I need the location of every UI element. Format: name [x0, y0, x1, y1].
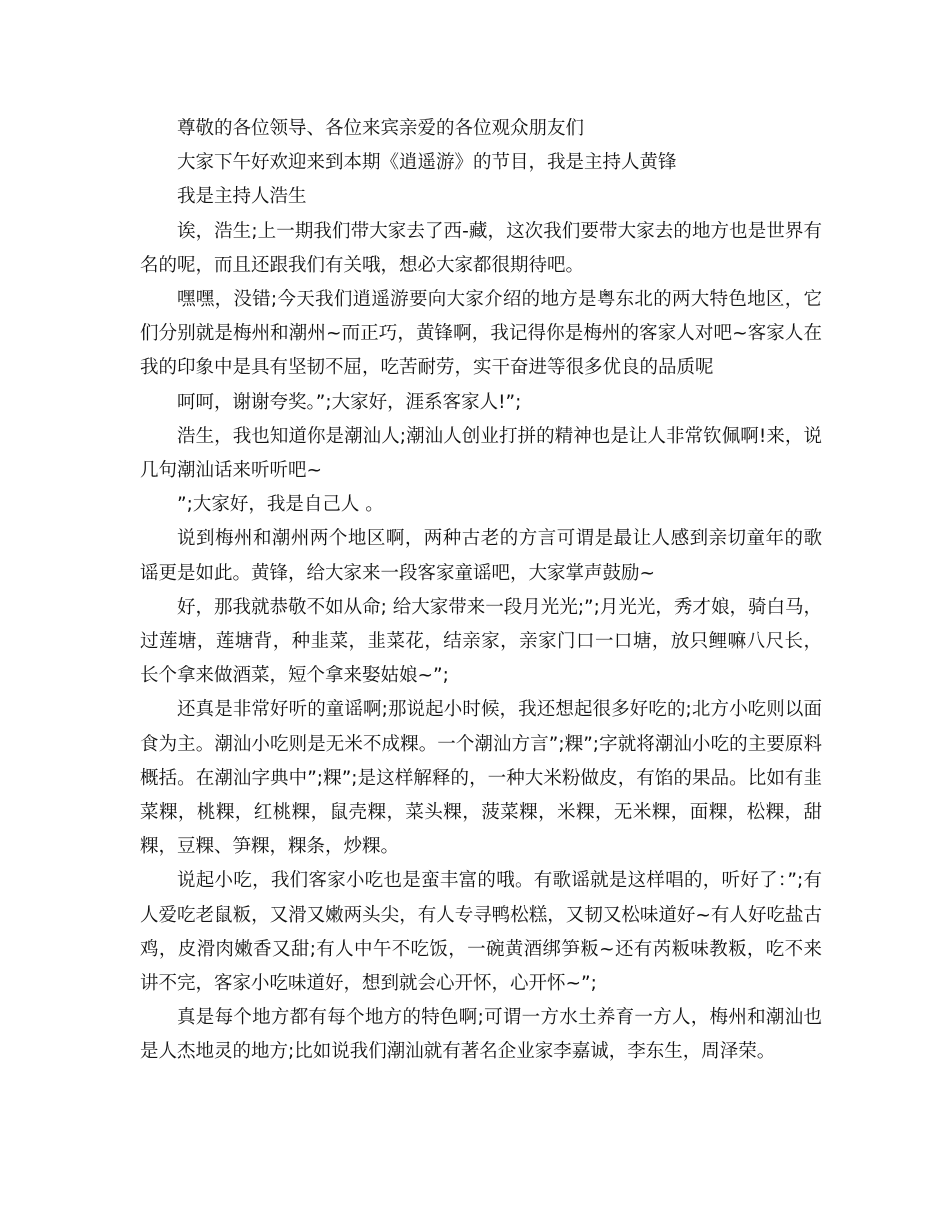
document-body	[140, 112, 822, 1070]
paragraph-local-figures: 真是每个地方都有每个地方的特色啊;可谓一方水土养育一方人，梅州和潮汕也是人杰地灵的地方;比如说我们潮汕就有著名企业家李嘉诚，李东生，周泽荣。	[140, 1007, 822, 1063]
paragraph-teochew-snacks: 还真是非常好听的童谣啊;那说起小时候，我还想起很多好吃的;北方小吃则以面食为主。潮汕小吃则是无米不成粿。一个潮汕方言”;粿”;字就将潮汕小吃的主要原料概括。在潮汕字典中”;粿”;是这样解释的，一种大米粉做皮，有馅的果品。比如有韭菜粿，桃粿，红桃粿，鼠壳粿，菜头粿，菠菜粿，米粿，无米粿，面粿，松粿，甜粿，豆粿、笋粿，粿条，炒粿。	[140, 699, 822, 858]
paragraph-teochew-greeting: ”;大家好，我是自己人 。	[177, 494, 384, 516]
paragraph-hakka-greeting: 呵呵，谢谢夸奖。”;大家好，涯系客家人!”;	[177, 391, 522, 413]
paragraph-destinations: 嘿嘿，没错;今天我们逍遥游要向大家介绍的地方是粤东北的两大特色地区，它们分别就是梅州和潮州~而正巧，黄锋啊，我记得你是梅州的客家人对吧~客家人在我的印象中是具有坚韧不屈，吃苦耐劳，实干奋进等很多优良的品质呢	[140, 289, 822, 379]
paragraph-last-episode: 诶，浩生;上一期我们带大家去了西-藏，这次我们要带大家去的地方也是世界有名的呢，而且还跟我们有关哦，想必大家都很期待吧。	[140, 220, 822, 276]
paragraph-host-intro: 我是主持人浩生	[177, 186, 307, 208]
paragraph-nursery-rhyme: 好，那我就恭敬不如从命; 给大家带来一段月光光;”;月光光，秀才娘，骑白马，过莲塘，莲塘背，种韭菜，韭菜花，结亲家，亲家门口一口塘，放只鲤嘛八尺长，长个拿来做酒菜，短个拿来娶姑娘~”;	[140, 596, 822, 687]
paragraph-dialects: 说到梅州和潮州两个地区啊，两种古老的方言可谓是最让人感到亲切童年的歌谣更是如此。黄锋，给大家来一段客家童谣吧，大家掌声鼓励~	[140, 528, 822, 584]
paragraph-teochew-spirit: 浩生，我也知道你是潮汕人;潮汕人创业打拼的精神也是让人非常钦佩啊!来，说几句潮汕话来听听吧~	[140, 425, 822, 482]
paragraph-welcome: 大家下午好欢迎来到本期《逍遥游》的节目，我是主持人黄锋	[177, 152, 677, 174]
paragraph-hakka-snacks: 说起小吃，我们客家小吃也是蛮丰富的哦。有歌谣就是这样唱的，听好了：”;有人爱吃老鼠粄，又滑又嫩两头尖，有人专寻鸭松糕，又韧又松味道好~有人好吃盐古鸡，皮滑肉嫩香又甜;有人中午不吃饭，一碗黄酒绑笋粄~还有芮粄味教粄，吃不来讲不完，客家小吃味道好，想到就会心开怀，心开怀~”;	[140, 870, 822, 995]
paragraph-greeting: 尊敬的各位领导、各位来宾亲爱的各位观众朋友们	[177, 118, 585, 139]
